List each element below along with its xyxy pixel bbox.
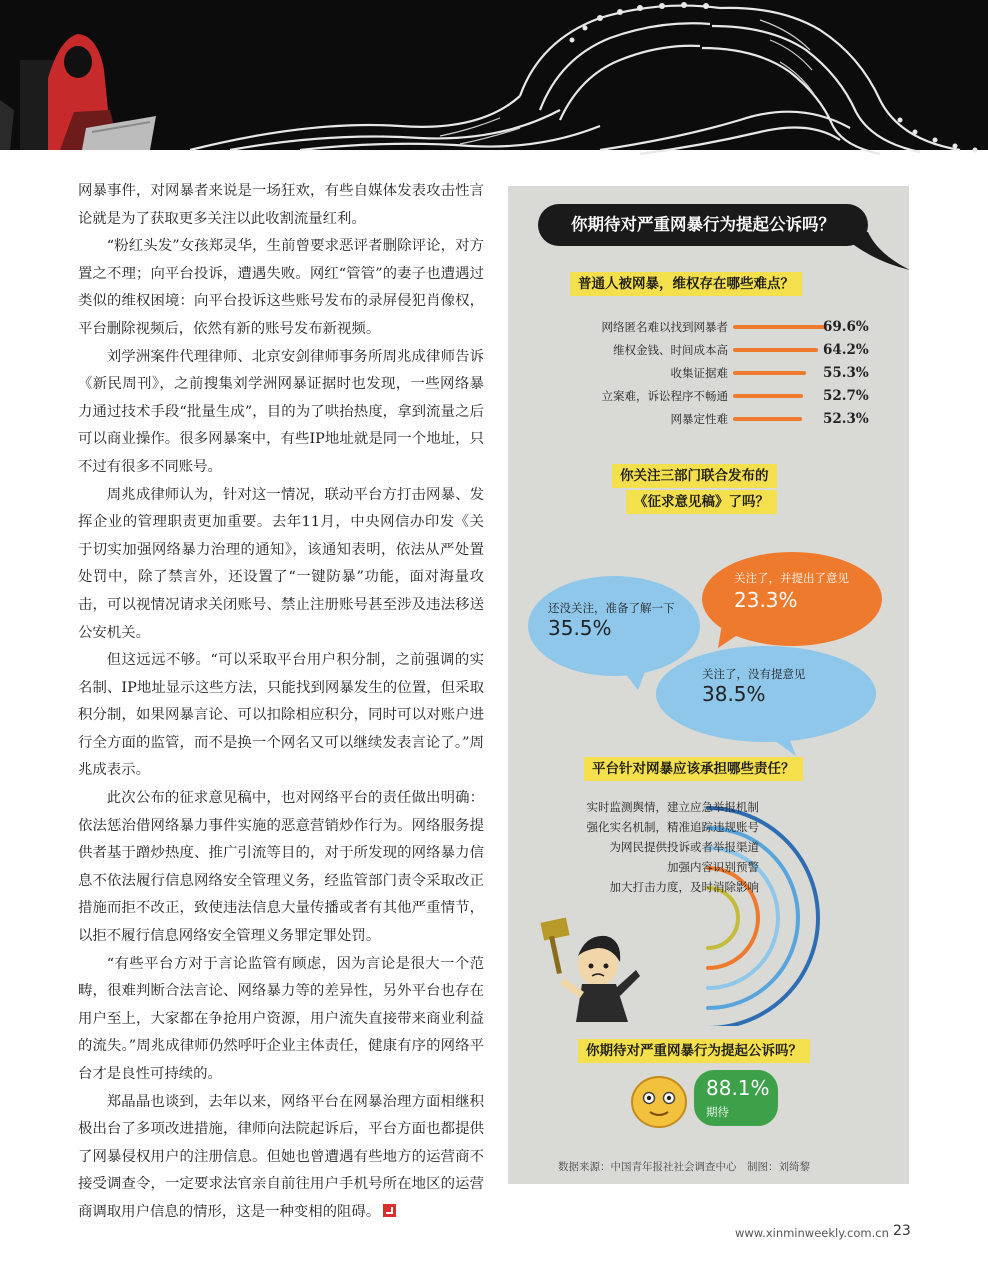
- article-paragraph: “粉红头发”女孩郑灵华，生前曾要求恶评者删除评论，对方置之不理；向平台投诉，遭遇失败。网红“管管”的妻子也遭遇过类似的维权困境：向平台投诉这些账号发布的录屏侵犯肖像权，平台删除视频后，依然有新的账号发布新视频。: [78, 238, 484, 337]
- article-paragraph: 刘学洲案件代理律师、北京安剑律师事务所周兆成律师告诉《新民周刊》，之前搜集刘学洲网暴证据时也发现，一些网络暴力通过技术手段“批量生成”，目的为了哄抬热度，拿到流量之后可以商业操作。很多网暴案中，有些IP地址就是同一个地址，只不过有很多不同账号。: [78, 348, 484, 475]
- data-source-credit: 数据来源：中国青年报社社会调查中心 制图：刘绮黎: [558, 1161, 810, 1173]
- option-label: 还没关注，准备了解一下: [548, 601, 675, 615]
- option-value: 23.3%: [734, 588, 798, 612]
- article-paragraph: [78, 1089, 484, 1227]
- option-value: 35.5%: [548, 616, 612, 640]
- article-paragraph: 网暴事件，对网暴者来说是一场狂欢，有些自媒体发表攻击性言论就是为了获取更多关注以此收割流量红利。: [78, 183, 484, 227]
- article-paragraph: “有些平台方对于言论监管有顾虑，因为言论是很大一个范畴，很难判断合法言论、网络暴力等的差异性，另外平台也存在用户至上，大家都在争抢用户资源，用户流失直接带来商业利益的流失。”周兆成律师仍然呼吁企业主体责任，健康有序的网络平台才是良性可持续的。: [78, 955, 484, 1082]
- section2-title-line1: 你关注三部门联合发布的: [612, 464, 777, 488]
- end-mark-icon: [383, 1204, 396, 1217]
- responsibility-label: 为网民提供投诉或者举报渠道: [609, 840, 759, 854]
- option-value: 38.5%: [702, 682, 766, 706]
- difficulty-label: 立案难，诉讼程序不畅通: [601, 389, 728, 403]
- difficulty-row: [538, 385, 878, 407]
- difficulty-bar: [733, 394, 803, 398]
- difficulty-value: 52.7%: [823, 388, 869, 404]
- hooded-figure-icon: [0, 34, 156, 150]
- expect-value: 88.1%: [706, 1076, 770, 1100]
- difficulty-bar: [733, 325, 825, 329]
- header-banner-illustration: [0, 0, 988, 160]
- option-label: 关注了，没有提意见: [702, 667, 806, 681]
- difficulty-value: 64.2%: [823, 342, 869, 358]
- article-last-paragraph-text: 郑晶晶也谈到，去年以来，网络平台在网暴治理方面相继积极出台了多项改进措施，律师向法院起诉后，平台方面也都提供了网暴侵权用户的注册信息。但她也曾遭遇有些地方的运营商不接受调查令，一定要求法官亲自前往用户手机号所在地区的运营商调取用户信息的情形，这是一种变相的阻碍。: [78, 1093, 484, 1220]
- responsibility-label: 加强内容识别预警: [667, 860, 759, 874]
- option-bubble-tail-icon: [618, 664, 658, 694]
- article-paragraph: 但这远远不够。“可以采取平台用户积分制，之前强调的实名制、IP地址显示这些方法，只能找到网暴发生的位置，但采取积分制，如果网暴言论、可以扣除相应积分，同时可以对账户进行全方面的监管，而不是换一个网名又可以继续发表言论了。”周兆成表示。: [78, 652, 484, 779]
- difficulty-label: 维权金钱、时间成本高: [613, 343, 728, 357]
- responsibility-label: 实时监测舆情，建立应急举报机制: [586, 800, 759, 814]
- difficulty-row: [538, 408, 878, 430]
- article-paragraph: 周兆成律师认为，针对这一情况，联动平台方打击网暴、发挥企业的管理职责更加重要。去年11月，中央网信办印发《关于切实加强网络暴力治理的通知》，该通知表明，依法从严处置处罚中，除了禁言外，还设置了“一键防暴”功能，面对海量攻击，可以视情况请求关闭账号、禁止注册账号甚至涉及违法移送公安机关。: [78, 486, 484, 641]
- footer-url: www.xinminweekly.com.cn: [735, 1226, 889, 1240]
- expect-label: 期待: [706, 1105, 729, 1119]
- gavel-figure-icon: [536, 912, 646, 1032]
- infographic-panel: [508, 186, 909, 1184]
- option-bubble-not-yet: [528, 576, 700, 676]
- article-body: [78, 178, 484, 1227]
- article-paragraph: 此次公布的征求意见稿中，也对网络平台的责任做出明确：依法惩治借网络暴力事件实施的恶意营销炒作行为。网络服务提供者基于蹭炒热度、推广引流等目的，对于所发现的网络暴力信息不依法履行信息网络安全管理义务，经监管部门责令采取改正措施而拒不改正，致使违法信息大量传播或者有其他严重情节，以拒不履行信息网络安全管理义务罪定罪处罚。: [78, 790, 484, 945]
- infographic-main-title: 你期待对严重网暴行为提起公诉吗？: [538, 204, 868, 246]
- wave-icon: [190, 6, 960, 154]
- difficulty-row: [538, 316, 878, 338]
- responsibility-label: 加大打击力度，及时消除影响: [609, 880, 759, 894]
- difficulty-label: 网暴定性难: [670, 412, 728, 426]
- page-number: 23: [893, 1223, 911, 1239]
- option-label: 关注了，并提出了意见: [734, 571, 849, 585]
- wave-illustration: [0, 0, 988, 160]
- option-bubble-tail-icon: [760, 730, 800, 760]
- difficulty-label: 网络匿名难以找到网暴者: [601, 320, 728, 334]
- difficulty-value: 69.6%: [823, 319, 869, 335]
- difficulty-bar: [733, 417, 802, 421]
- option-bubble-no-opinion: [656, 646, 876, 742]
- difficulty-value: 55.3%: [823, 365, 869, 381]
- difficulty-value: 52.3%: [823, 411, 869, 427]
- section3-title: 平台针对网暴应该承担哪些责任？: [584, 757, 803, 781]
- section4-title: 你期待对严重网暴行为提起公诉吗？: [578, 1039, 810, 1063]
- difficulty-bar: [733, 348, 818, 352]
- section1-title: 普通人被网暴，维权存在哪些难点？: [570, 272, 802, 296]
- speech-tail-icon: [838, 232, 918, 272]
- responsibility-label: 强化实名机制，精准追踪违规账号: [586, 820, 759, 834]
- difficulty-row: [538, 362, 878, 384]
- difficulty-bar: [733, 371, 806, 375]
- responsibility-arc: [708, 888, 738, 948]
- difficulty-label: 收集证据难: [670, 366, 728, 380]
- expect-result-pill: [694, 1070, 778, 1126]
- smiley-icon: [630, 1074, 688, 1130]
- difficulty-row: [538, 339, 878, 361]
- section2-title-line2: 《征求意见稿》了吗？: [626, 490, 777, 514]
